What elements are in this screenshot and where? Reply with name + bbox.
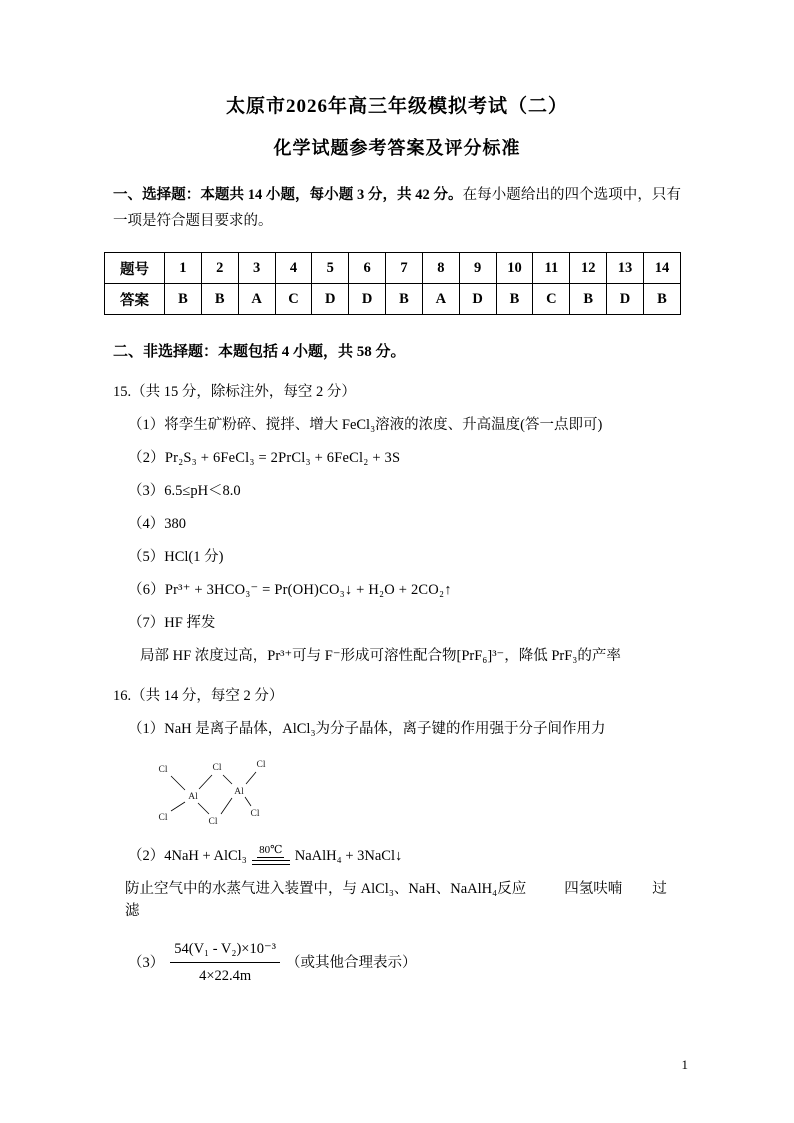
question-number-cell: 3 [238, 253, 275, 284]
item-text: HF 挥发 [164, 615, 216, 631]
item-label: （4） [128, 516, 165, 532]
q16-formula-answer [128, 938, 681, 987]
fraction-numerator: 54(V₁ - V₂)×10⁻³ [170, 938, 280, 963]
doc-subtitle: 化学试题参考答案及评分标准 [273, 138, 521, 158]
item-label: （1） [128, 721, 165, 737]
note-answer-thf: 四氢呋喃 [564, 881, 623, 897]
answer-table [104, 252, 681, 315]
answer-cell: B [386, 284, 423, 315]
item-label: （6） [128, 582, 165, 598]
answer-cell: B [643, 284, 680, 315]
question-number-cell: 10 [496, 253, 533, 284]
q15-answer-item [128, 480, 681, 502]
row-label-cell: 答案 [105, 284, 165, 315]
item-label: （5） [128, 549, 165, 565]
atom-label-cl: Cl [158, 813, 168, 823]
question-number-cell: 9 [459, 253, 496, 284]
note-text: 防止空气中的水蒸气进入装置中，与 AlCl₃、NaH、NaAlH₄反应 [125, 881, 527, 897]
atom-label-cl: Cl [208, 817, 218, 827]
answer-cell: D [312, 284, 349, 315]
question-number-row [105, 253, 681, 284]
fraction [170, 938, 280, 987]
chem-equation: Pr₂S₃ + 6FeCl₃ = 2PrCl₃ + 6FeCl₂ + 3S [164, 450, 401, 466]
answer-cell: B [496, 284, 533, 315]
question-number-cell: 1 [165, 253, 202, 284]
row-label-cell: 题号 [105, 253, 165, 284]
question-number-cell: 13 [607, 253, 644, 284]
section1-label: 一、选择题：本题共 14 小题，每小题 3 分，共 42 分。 [113, 187, 463, 203]
al2cl6-structure-svg [151, 751, 276, 829]
q16-answer-item [128, 718, 681, 740]
question-number-cell: 7 [386, 253, 423, 284]
answer-cell: C [533, 284, 570, 315]
answer-cell: D [349, 284, 386, 315]
atom-label-al: Al [188, 792, 198, 802]
answer-cell: D [459, 284, 496, 315]
answer-cell: A [422, 284, 459, 315]
fraction-suffix: （或其他合理表示） [285, 954, 417, 971]
q16-reaction-equation [128, 845, 681, 867]
reaction-rhs: NaAlH₄ + 3NaCl↓ [294, 848, 403, 864]
q15-answer-item [128, 579, 681, 601]
item-text: 将孪生矿粉碎、搅拌、增大 FeCl₃溶液的浓度、升高温度(答一点即可) [164, 417, 603, 433]
reaction-condition [252, 844, 290, 865]
section1-text: 在每小题给出的四个选项中，只有一项是符合题目要求的。 [113, 187, 681, 229]
answer-row [105, 284, 681, 315]
answer-cell: B [570, 284, 607, 315]
item-label: （7） [128, 615, 165, 631]
answer-cell: A [238, 284, 275, 315]
question-number-cell: 14 [643, 253, 680, 284]
q15-note: 局部 HF 浓度过高，Pr³⁺可与 F⁻形成可溶性配合物[PrF₆]³⁻，降低 PrF₃的产率 [140, 648, 621, 664]
item-text: 6.5≤pH＜8.0 [164, 483, 241, 499]
mc-section-instructions [113, 182, 681, 234]
al2cl6-structure-diagram [151, 751, 681, 834]
question-number-cell: 5 [312, 253, 349, 284]
item-label: （3） [128, 954, 165, 971]
double-bond-equals-line [252, 860, 290, 865]
page-number: 1 [681, 1057, 688, 1072]
item-text: 380 [164, 516, 186, 532]
chem-equation: Pr³⁺ + 3HCO₃⁻ = Pr(OH)CO₃↓ + H₂O + 2CO₂↑ [164, 582, 452, 598]
item-label: （3） [128, 483, 165, 499]
atom-label-cl: Cl [212, 763, 222, 773]
q15-header: 15.（共 15 分，除标注外，每空 2 分） [113, 384, 356, 400]
item-label: （2） [128, 848, 165, 864]
question-number-cell: 2 [201, 253, 238, 284]
atom-label-cl: Cl [250, 809, 260, 819]
item-label: （2） [128, 450, 165, 466]
question-number-cell: 4 [275, 253, 312, 284]
atom-label-al: Al [234, 787, 244, 797]
q15-answer-item [128, 513, 681, 535]
fraction-denominator: 4×22.4m [199, 968, 252, 984]
item-text: NaH 是离子晶体，AlCl₃为分子晶体，离子键的作用强于分子间作用力 [164, 721, 606, 737]
reaction-lhs: 4NaH + AlCl₃ [164, 848, 247, 864]
question-number-cell: 8 [422, 253, 459, 284]
question-number-cell: 12 [570, 253, 607, 284]
item-text: HCl(1 分) [164, 549, 224, 565]
q16-note [125, 878, 681, 922]
question-number-cell: 6 [349, 253, 386, 284]
answer-cell: B [165, 284, 202, 315]
q16-header: 16.（共 14 分，每空 2 分） [113, 688, 284, 704]
section2-heading: 二、非选择题：本题包括 4 小题，共 58 分。 [113, 344, 406, 360]
question-number-cell: 11 [533, 253, 570, 284]
atom-label-cl: Cl [256, 760, 266, 770]
q15-answer-item [128, 447, 681, 469]
answer-cell: D [607, 284, 644, 315]
item-label: （1） [128, 417, 165, 433]
answer-cell: B [201, 284, 238, 315]
condition-temperature: 80℃ [259, 843, 283, 856]
q15-answer-item [128, 414, 681, 436]
answer-cell: C [275, 284, 312, 315]
q15-answer-item [128, 612, 681, 634]
atom-label-cl: Cl [158, 765, 168, 775]
note-answer-filter: 过滤 [125, 881, 667, 919]
doc-title: 太原市2026年高三年级模拟考试（二） [225, 96, 568, 117]
q15-answer-item [128, 546, 681, 568]
